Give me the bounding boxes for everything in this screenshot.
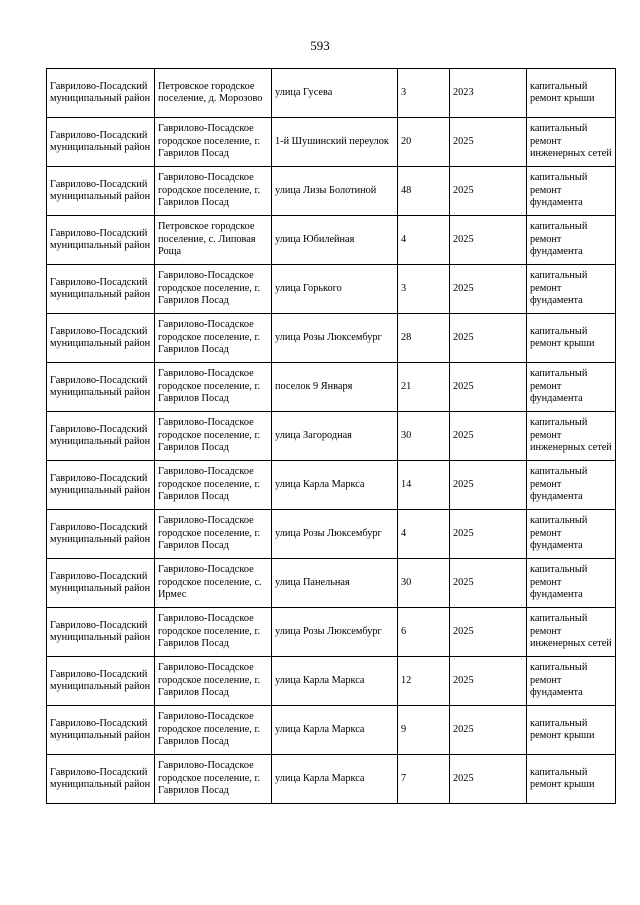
- page-number: 593: [310, 38, 330, 53]
- cell-house-number: 12: [398, 657, 450, 706]
- cell-district: Гаврилово-Посадский муниципальный район: [47, 314, 155, 363]
- cell-street: улица Карла Маркса: [272, 706, 398, 755]
- cell-street: улица Панельная: [272, 559, 398, 608]
- table-row: [47, 69, 616, 118]
- cell-work-type: капитальный ремонт фундамента: [527, 167, 616, 216]
- cell-house-number: 7: [398, 755, 450, 804]
- cell-work-type: капитальный ремонт крыши: [527, 314, 616, 363]
- cell-district: Гаврилово-Посадский муниципальный район: [47, 412, 155, 461]
- table-body: [47, 69, 616, 804]
- cell-street: улица Розы Люксембург: [272, 510, 398, 559]
- cell-year: 2025: [450, 118, 527, 167]
- table-row: [47, 559, 616, 608]
- cell-street: улица Гусева: [272, 69, 398, 118]
- cell-district: Гаврилово-Посадский муниципальный район: [47, 69, 155, 118]
- cell-work-type: капитальный ремонт фундамента: [527, 559, 616, 608]
- cell-district: Гаврилово-Посадский муниципальный район: [47, 216, 155, 265]
- cell-district: Гаврилово-Посадский муниципальный район: [47, 559, 155, 608]
- table-row: [47, 657, 616, 706]
- cell-settlement: Гаврилово-Посадское городское поселение, г. Гаврилов Посад: [155, 118, 272, 167]
- cell-year: 2025: [450, 657, 527, 706]
- cell-settlement: Гаврилово-Посадское городское поселение, г. Гаврилов Посад: [155, 314, 272, 363]
- cell-house-number: 28: [398, 314, 450, 363]
- table-row: [47, 314, 616, 363]
- cell-work-type: капитальный ремонт крыши: [527, 706, 616, 755]
- cell-settlement: Гаврилово-Посадское городское поселение, г. Гаврилов Посад: [155, 412, 272, 461]
- cell-house-number: 14: [398, 461, 450, 510]
- cell-year: 2025: [450, 559, 527, 608]
- cell-year: 2025: [450, 510, 527, 559]
- cell-street: улица Горького: [272, 265, 398, 314]
- cell-district: Гаврилово-Посадский муниципальный район: [47, 118, 155, 167]
- cell-work-type: капитальный ремонт фундамента: [527, 510, 616, 559]
- cell-work-type: капитальный ремонт инженерных сетей: [527, 412, 616, 461]
- cell-year: 2023: [450, 69, 527, 118]
- cell-street: улица Карла Маркса: [272, 657, 398, 706]
- cell-year: 2025: [450, 363, 527, 412]
- cell-work-type: капитальный ремонт инженерных сетей: [527, 118, 616, 167]
- table-row: [47, 118, 616, 167]
- cell-district: Гаврилово-Посадский муниципальный район: [47, 706, 155, 755]
- cell-street: улица Розы Люксембург: [272, 314, 398, 363]
- table-row: [47, 461, 616, 510]
- buildings-table: [46, 68, 616, 804]
- cell-work-type: капитальный ремонт фундамента: [527, 265, 616, 314]
- cell-settlement: Гаврилово-Посадское городское поселение, г. Гаврилов Посад: [155, 657, 272, 706]
- cell-year: 2025: [450, 461, 527, 510]
- cell-settlement: Гаврилово-Посадское городское поселение, г. Гаврилов Посад: [155, 608, 272, 657]
- table-row: [47, 363, 616, 412]
- cell-street: улица Загородная: [272, 412, 398, 461]
- cell-house-number: 48: [398, 167, 450, 216]
- cell-district: Гаврилово-Посадский муниципальный район: [47, 510, 155, 559]
- cell-street: улица Юбилейная: [272, 216, 398, 265]
- cell-year: 2025: [450, 412, 527, 461]
- table-row: [47, 608, 616, 657]
- cell-work-type: капитальный ремонт фундамента: [527, 657, 616, 706]
- cell-street: улица Лизы Болотиной: [272, 167, 398, 216]
- cell-settlement: Гаврилово-Посадское городское поселение, г. Гаврилов Посад: [155, 265, 272, 314]
- cell-year: 2025: [450, 265, 527, 314]
- cell-settlement: Гаврилово-Посадское городское поселение, г. Гаврилов Посад: [155, 755, 272, 804]
- cell-house-number: 9: [398, 706, 450, 755]
- cell-district: Гаврилово-Посадский муниципальный район: [47, 265, 155, 314]
- cell-settlement: Петровское городское поселение, с. Липовая Роща: [155, 216, 272, 265]
- cell-settlement: Гаврилово-Посадское городское поселение, г. Гаврилов Посад: [155, 167, 272, 216]
- cell-work-type: капитальный ремонт фундамента: [527, 461, 616, 510]
- cell-street: 1-й Шушинский переулок: [272, 118, 398, 167]
- cell-settlement: Гаврилово-Посадское городское поселение, с. Ирмес: [155, 559, 272, 608]
- cell-house-number: 4: [398, 216, 450, 265]
- table-row: [47, 167, 616, 216]
- cell-district: Гаврилово-Посадский муниципальный район: [47, 608, 155, 657]
- cell-house-number: 21: [398, 363, 450, 412]
- cell-street: улица Розы Люксембург: [272, 608, 398, 657]
- cell-house-number: 4: [398, 510, 450, 559]
- cell-settlement: Гаврилово-Посадское городское поселение, г. Гаврилов Посад: [155, 363, 272, 412]
- cell-district: Гаврилово-Посадский муниципальный район: [47, 657, 155, 706]
- cell-work-type: капитальный ремонт крыши: [527, 755, 616, 804]
- cell-year: 2025: [450, 608, 527, 657]
- cell-house-number: 20: [398, 118, 450, 167]
- cell-house-number: 3: [398, 265, 450, 314]
- cell-district: Гаврилово-Посадский муниципальный район: [47, 461, 155, 510]
- cell-settlement: Гаврилово-Посадское городское поселение, г. Гаврилов Посад: [155, 706, 272, 755]
- table-row: [47, 265, 616, 314]
- cell-settlement: Петровское городское поселение, д. Морозово: [155, 69, 272, 118]
- cell-year: 2025: [450, 314, 527, 363]
- cell-street: поселок 9 Января: [272, 363, 398, 412]
- cell-district: Гаврилово-Посадский муниципальный район: [47, 167, 155, 216]
- cell-work-type: капитальный ремонт фундамента: [527, 216, 616, 265]
- table-row: [47, 216, 616, 265]
- cell-house-number: 30: [398, 412, 450, 461]
- cell-street: улица Карла Маркса: [272, 755, 398, 804]
- table-row: [47, 412, 616, 461]
- cell-house-number: 30: [398, 559, 450, 608]
- cell-street: улица Карла Маркса: [272, 461, 398, 510]
- cell-year: 2025: [450, 216, 527, 265]
- cell-district: Гаврилово-Посадский муниципальный район: [47, 755, 155, 804]
- cell-district: Гаврилово-Посадский муниципальный район: [47, 363, 155, 412]
- cell-work-type: капитальный ремонт фундамента: [527, 363, 616, 412]
- table-row: [47, 755, 616, 804]
- cell-year: 2025: [450, 755, 527, 804]
- table-row: [47, 706, 616, 755]
- cell-settlement: Гаврилово-Посадское городское поселение, г. Гаврилов Посад: [155, 510, 272, 559]
- cell-house-number: 6: [398, 608, 450, 657]
- cell-work-type: капитальный ремонт инженерных сетей: [527, 608, 616, 657]
- cell-year: 2025: [450, 167, 527, 216]
- cell-work-type: капитальный ремонт крыши: [527, 69, 616, 118]
- cell-house-number: 3: [398, 69, 450, 118]
- table-row: [47, 510, 616, 559]
- cell-year: 2025: [450, 706, 527, 755]
- cell-settlement: Гаврилово-Посадское городское поселение, г. Гаврилов Посад: [155, 461, 272, 510]
